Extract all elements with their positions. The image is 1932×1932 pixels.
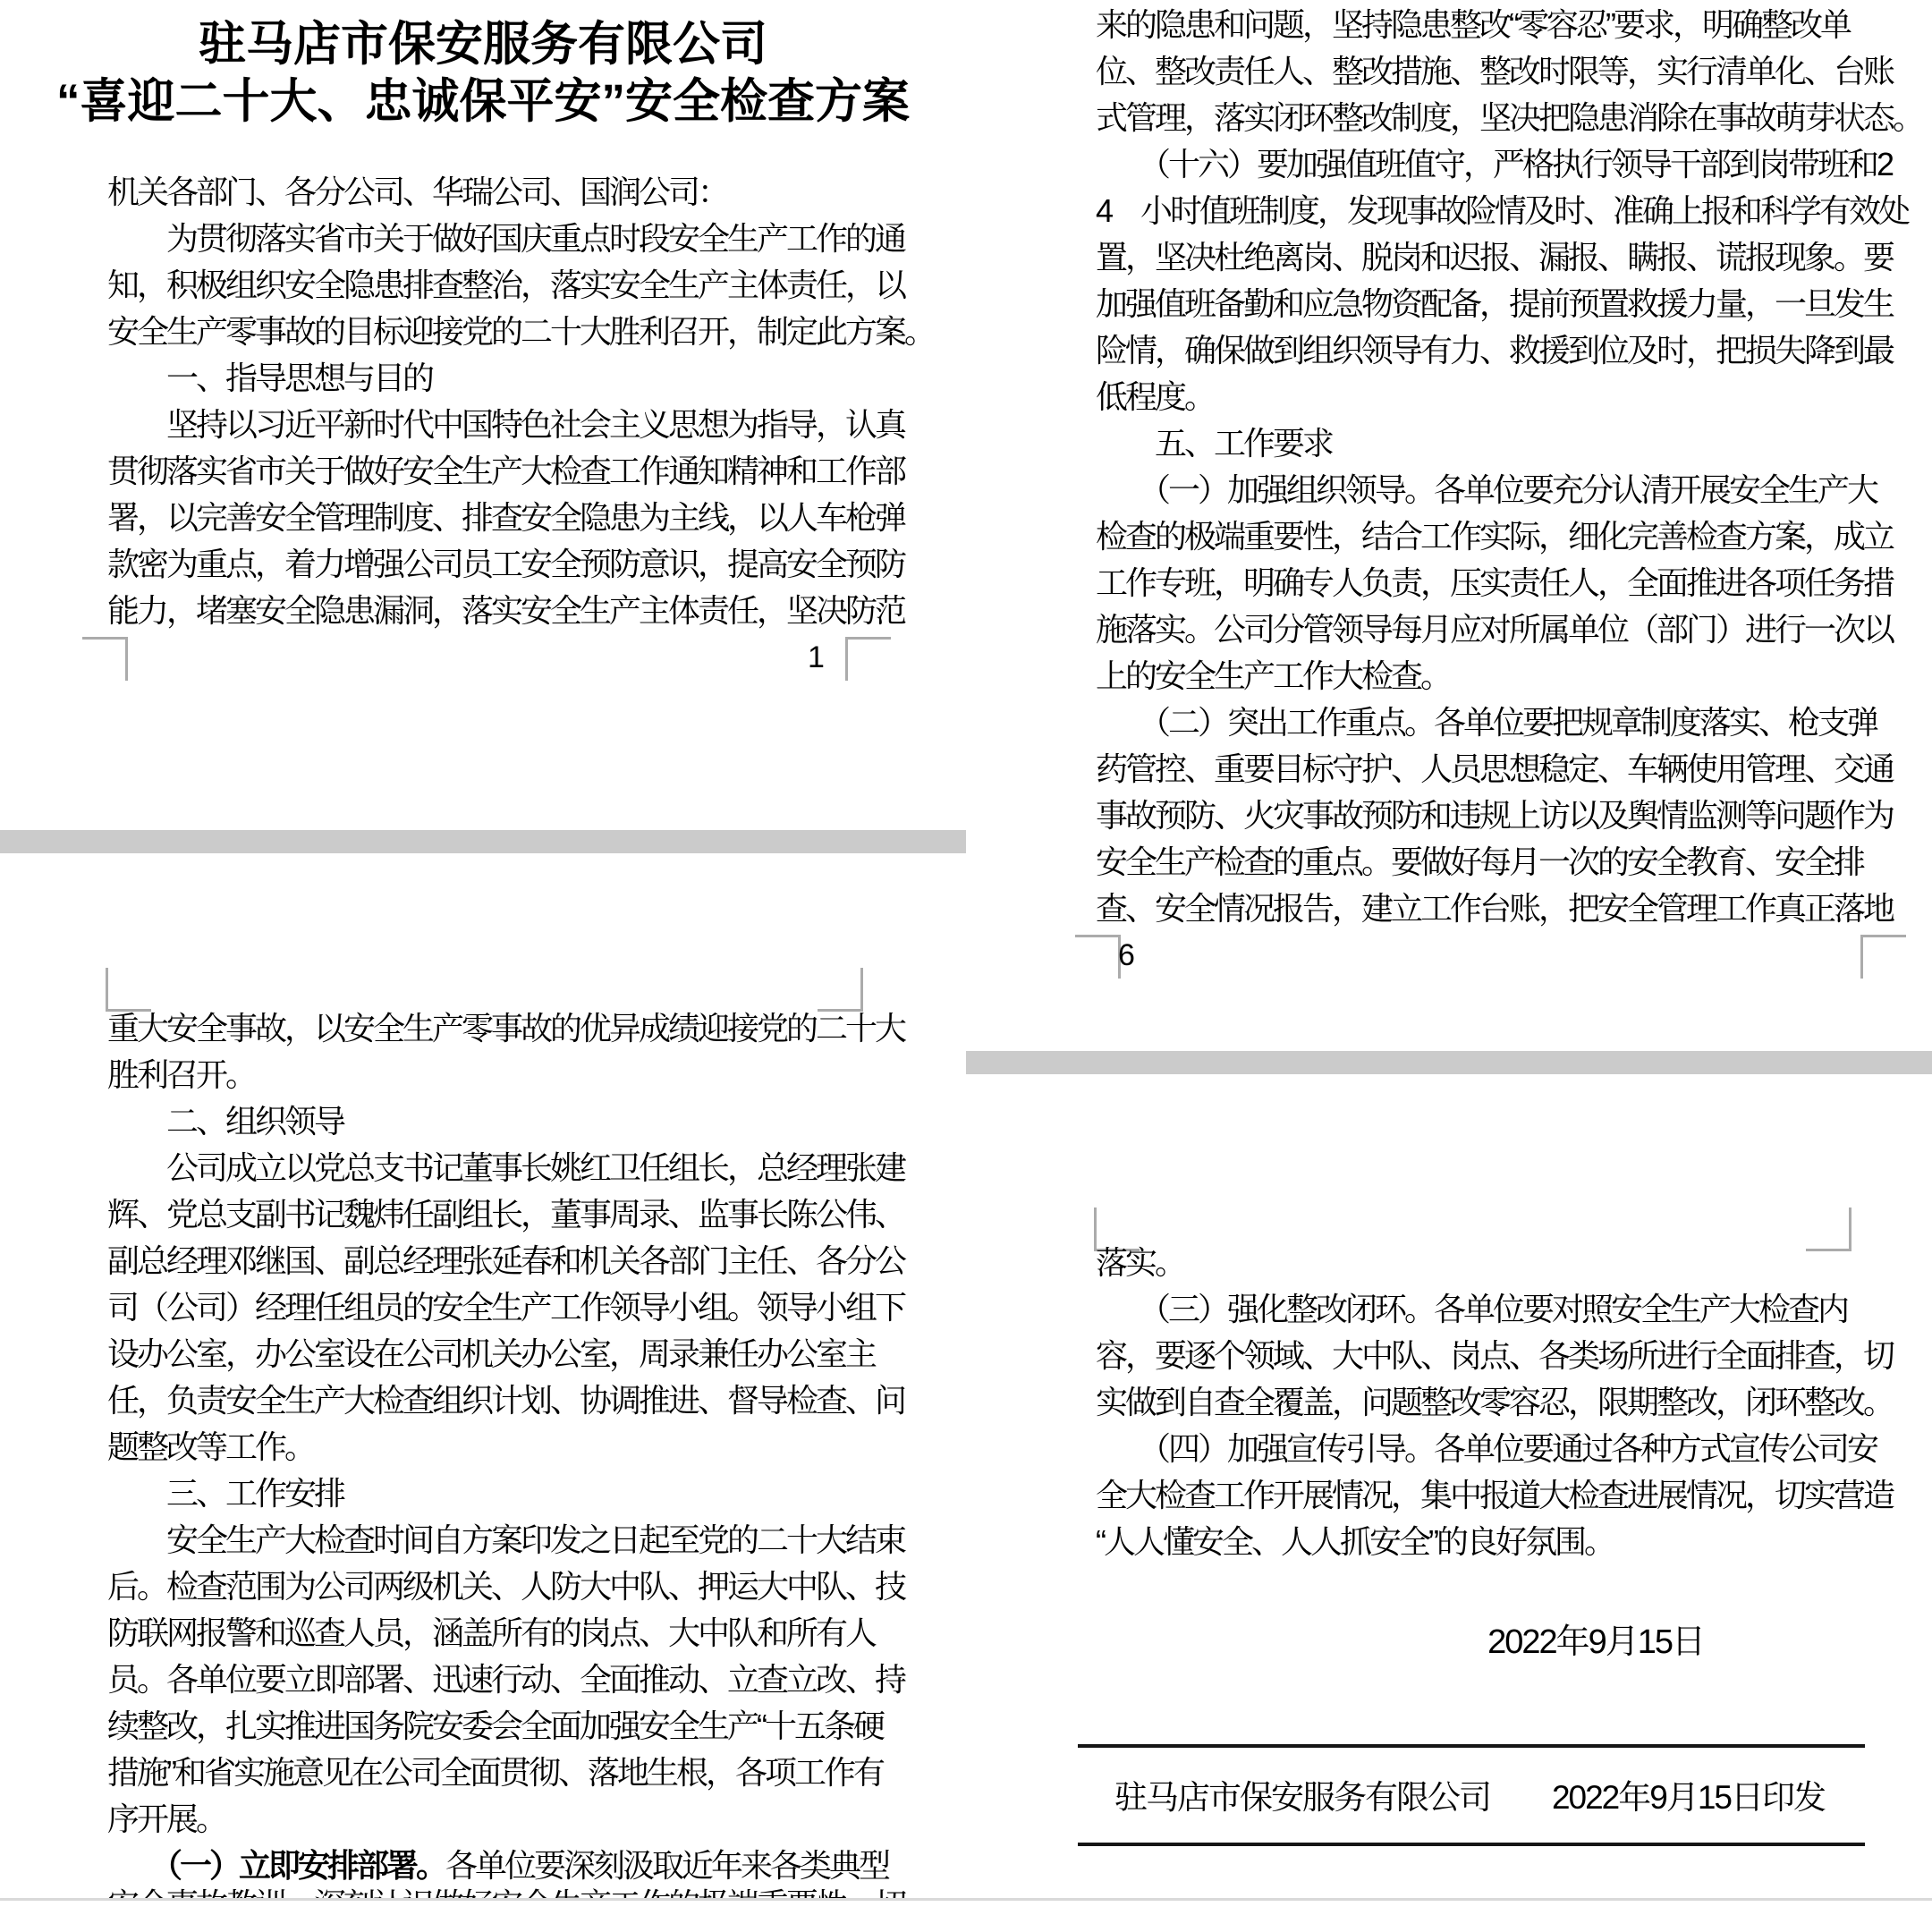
text-line: 实做到自查全覆盖，问题整改零容忍，限期整改，闭环整改。 bbox=[1096, 1384, 1894, 1420]
text-line: 全大检查工作开展情况，集中报道大检查进展情况，切实营造 bbox=[1096, 1477, 1894, 1513]
text-line: 位、整改责任人、整改措施、整改时限等，实行清单化、台账 bbox=[1096, 53, 1894, 89]
bold-lead-in: （一）立即安排部署。 bbox=[107, 1847, 446, 1884]
text-line: 署，以完善安全管理制度、排查安全隐患为主线，以人车枪弹 bbox=[107, 499, 905, 536]
text-line: 设办公室，办公室设在公司机关办公室，周录兼任办公室主 bbox=[107, 1335, 876, 1372]
page-1-body bbox=[107, 169, 935, 634]
margin-corner-mark-icon bbox=[1860, 935, 1906, 979]
text-line: 贯彻落实省市关于做好安全生产大检查工作通知精神和工作部 bbox=[107, 453, 905, 489]
text-line: 辉、党总支副书记魏炜任副组长，董事周录、监事长陈公伟、 bbox=[107, 1196, 905, 1233]
margin-corner-mark-icon bbox=[82, 637, 128, 681]
text-line: 能力，堵塞安全隐患漏洞，落实安全生产主体责任，坚决防范 bbox=[107, 592, 905, 629]
footer-row bbox=[1114, 1771, 1825, 1818]
text-line: 查、安全情况报告，建立工作台账，把安全管理工作真正落地 bbox=[1096, 890, 1894, 927]
section-heading: 五、工作要求 bbox=[1096, 425, 1333, 462]
text-line: 知，积极组织安全隐患排查整治，落实安全生产主体责任，以 bbox=[107, 267, 905, 303]
document-title-line1: 驻马店市保安服务有限公司 bbox=[199, 18, 767, 71]
text-line: 施落实。公司分管领导每月应对所属单位（部门）进行一次以 bbox=[1096, 611, 1894, 648]
text-line: （三）强化整改闭环。各单位要对照安全生产大检查内 bbox=[1096, 1291, 1848, 1327]
document-title-line2: “喜迎二十大、忠诚保平安”安全检查方案 bbox=[56, 75, 910, 128]
text-line: 后。检查范围为公司两级机关、人防大中队、押运大中队、技 bbox=[107, 1568, 905, 1605]
text-line: 公司成立以党总支书记董事长姚红卫任组长，总经理张建 bbox=[107, 1149, 905, 1186]
text-line: 检查的极端重要性，结合工作实际，细化完善检查方案，成立 bbox=[1096, 518, 1894, 555]
text-line: （四）加强宣传引导。各单位要通过各种方式宣传公司安 bbox=[1096, 1430, 1877, 1467]
text-line: “人人懂安全、人人抓安全”的良好氛围。 bbox=[1096, 1523, 1614, 1560]
text-line: 置，坚决杜绝离岗、脱岗和迟报、漏报、瞒报、谎报现象。要 bbox=[1096, 239, 1894, 275]
text-line: 员。各单位要立即部署、迅速行动、全面推动、立查立改、持 bbox=[107, 1661, 905, 1698]
text-line: 安全生产大检查时间自方案印发之日起至党的二十大结束 bbox=[107, 1521, 905, 1558]
text-line: 4 小时值班制度，发现事故险情及时、准确上报和科学有效处 bbox=[1096, 192, 1909, 229]
text-line: 来的隐患和问题，坚持隐患整改“零容忍”要求，明确整改单 bbox=[1096, 6, 1850, 43]
section-heading: 二、组织领导 bbox=[107, 1103, 344, 1140]
text-line: 容，要逐个领域、大中队、岗点、各类场所进行全面排查，切 bbox=[1096, 1337, 1894, 1374]
viewport-bottom-bar bbox=[0, 1898, 1932, 1932]
right-page-column bbox=[966, 0, 1932, 1932]
section-heading: 三、工作安排 bbox=[107, 1475, 344, 1512]
footer-issuer: 驻马店市保安服务有限公司 bbox=[1114, 1779, 1490, 1816]
text-line: 款密为重点，着力增强公司员工安全预防意识，提高安全预防 bbox=[107, 546, 905, 582]
text-line: 任，负责安全生产大检查组织计划、协调推进、督导检查、问 bbox=[107, 1382, 905, 1419]
text-line: 工作专班，明确专人负责，压实责任人，全面推进各项任务措 bbox=[1096, 564, 1894, 601]
page-number: 6 bbox=[1118, 938, 1135, 972]
text-line: 题整改等工作。 bbox=[107, 1428, 315, 1465]
text-line: 胜利召开。 bbox=[107, 1056, 256, 1093]
text-line: 重大安全事故，以安全生产零事故的优异成绩迎接党的二十大 bbox=[107, 1010, 905, 1046]
margin-corner-mark-icon bbox=[1075, 935, 1121, 979]
page-gap-separator bbox=[0, 830, 966, 853]
footer-rule-top bbox=[1078, 1744, 1865, 1748]
text-line: 落实。 bbox=[1096, 1244, 1185, 1281]
text-line: 低程度。 bbox=[1096, 378, 1215, 415]
section-heading: 一、指导思想与目的 bbox=[107, 360, 433, 396]
text-line: （十六）要加强值班值守，严格执行领导干部到岗带班和2 bbox=[1096, 146, 1893, 182]
text-line: 序开展。 bbox=[107, 1801, 226, 1837]
text-line: 安全生产检查的重点。要做好每月一次的安全教育、安全排 bbox=[1096, 843, 1864, 880]
text-line: 机关各部门、各分公司、华瑞公司、国润公司： bbox=[107, 174, 728, 210]
page-gap-separator bbox=[966, 1051, 1932, 1074]
page-6-body bbox=[1096, 2, 1923, 932]
text-line: 安全生产零事故的目标迎接党的二十大胜利召开，制定此方案。 bbox=[107, 313, 935, 350]
text-line: 药管控、重要目标守护、人员思想稳定、车辆使用管理、交通 bbox=[1096, 750, 1894, 787]
text-line: 坚持以习近平新时代中国特色社会主义思想为指导，认真 bbox=[107, 406, 905, 443]
text-run: 各单位要深刻汲取近年来各类典型 bbox=[445, 1847, 889, 1884]
page-number: 1 bbox=[808, 640, 825, 674]
document-date: 2022年9月15日 bbox=[1487, 1623, 1704, 1661]
text-line: 为贯彻落实省市关于做好国庆重点时段安全生产工作的通 bbox=[107, 220, 905, 257]
page-2-body bbox=[107, 1005, 905, 1889]
text-line: 加强值班备勤和应急物资配备，提前预置救援力量，一旦发生 bbox=[1096, 285, 1894, 322]
text-line: 续整改，扎实推进国务院安委会全面加强安全生产“十五条硬 bbox=[107, 1707, 883, 1744]
text-line: 事故预防、火灾事故预防和违规上访以及舆情监测等问题作为 bbox=[1096, 797, 1894, 834]
text-line: 副总经理邓继国、副总经理张延春和机关各部门主任、各分公 bbox=[107, 1242, 905, 1279]
text-line: （二）突出工作重点。各单位要把规章制度落实、枪支弹 bbox=[1096, 704, 1877, 741]
text-line: 司（公司）经理任组员的安全生产工作领导小组。领导小组下 bbox=[107, 1289, 905, 1326]
footer-issue-date: 2022年9月15日印发 bbox=[1551, 1779, 1825, 1816]
text-line: （一）加强组织领导。各单位要充分认清开展安全生产大 bbox=[1096, 471, 1877, 508]
margin-corner-mark-icon bbox=[845, 637, 891, 681]
text-line: 措施”和省实施意见在公司全面贯彻、落地生根，各项工作有 bbox=[107, 1754, 883, 1791]
text-line: 上的安全生产工作大检查。 bbox=[1096, 657, 1451, 694]
page-7-body bbox=[1096, 1240, 1894, 1565]
text-line: 式管理，落实闭环整改制度，坚决把隐患消除在事故萌芽状态。 bbox=[1096, 99, 1923, 136]
text-line: 防联网报警和巡查人员，涵盖所有的岗点、大中队和所有人 bbox=[107, 1614, 876, 1651]
footer-rule-bottom bbox=[1078, 1843, 1865, 1846]
text-line: 险情，确保做到组织领导有力、救援到位及时，把损失降到最 bbox=[1096, 332, 1894, 369]
